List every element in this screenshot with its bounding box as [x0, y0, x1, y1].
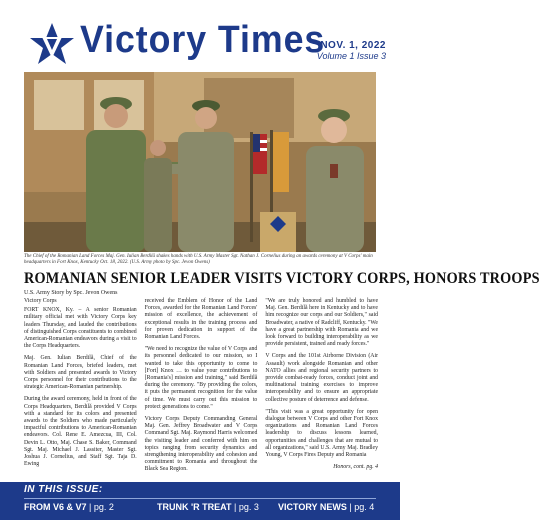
- issue-item-title: VICTORY NEWS: [278, 502, 347, 512]
- issue-item-page: | pg. 2: [89, 502, 114, 512]
- divider: [24, 498, 376, 499]
- paragraph: "This visit was a great opportunity for open dialogue between V Corps and other Fort Knox organizations and Romanian Land Forces leadership to discuss lessons learned, opportunities and challenges that are mutual to all organizations," said U.S. Army Maj. Bradley Young, V Corps Fires Deputy and Romania: [265, 408, 379, 459]
- issue-item-trunk-r-treat[interactable]: [157, 502, 259, 512]
- issue-item-from-v6-v7[interactable]: [24, 502, 114, 512]
- issue-item-victory-news[interactable]: [278, 502, 374, 512]
- article-headline: ROMANIAN SENIOR LEADER VISITS VICTORY CORPS, HONORS TROOPS: [24, 270, 540, 287]
- article-column-2: [145, 298, 258, 476]
- paragraph: During the award ceremony, held in front of the Corps Headquarters, Berdilă provided V Corps with a standard for its colors and presented awards to the Soldiers who made particularly impactful contributions to American-Romanian endeavors. Col. Rene E. Amezcua, III, Col. Devin L. Otto, Maj. Chase S. Baker, Command Sgt. Maj. Michael J. Lassiter, Master Sgt. Joshua J. Cornelius, and Staff Sgt. Taja D. Ewing: [24, 396, 137, 468]
- issue-volume: Volume 1 Issue 3: [316, 51, 386, 61]
- ceremony-photo-illustration: [24, 72, 376, 252]
- issue-item-title: TRUNK 'R TREAT: [157, 502, 232, 512]
- masthead: [0, 0, 400, 70]
- issue-item-title: FROM V6 & V7: [24, 502, 87, 512]
- photo-caption: The Chief of the Romanian Land Forces Maj. Gen. Iulian Berdilă shakes hands with U.S. Army Master Sgt. Nathan J. Cornelius during an awards ceremony at V Corps' main headquarters in Fort Knox, Kentucky Oct. 18, 2022. (U.S. Army photo by Spc. Jevon Owens): [24, 254, 373, 265]
- issue-item-page: | pg. 3: [233, 502, 259, 512]
- paragraph: Victory Corps Deputy Commanding General Maj. Gen. Jeffrey Broadwater and V Corps Command Sgt. Maj. Raymond Harris welcomed the visiting leader and conferred with him on topics ranging from security dynamics and strengthening interoperability and cohesion and commitment to Romania and throughout the Black Sea Region.: [144, 416, 258, 473]
- issue-dateline: [317, 40, 386, 62]
- article-source: Victory Corps: [24, 298, 57, 304]
- paragraph: FORT KNOX, Ky. – A senior Romanian military official met with Victory Corps key leaders Thursday, and lauded the contributions of distinguished Corps constituents to combined American-Romanian endeavors during a visit to the Corps Headquarters.: [24, 307, 137, 350]
- newsletter-title: Victory Times: [80, 19, 326, 61]
- v-corps-star-logo-icon: [28, 22, 76, 70]
- issue-item-page: | pg. 4: [349, 502, 375, 512]
- issue-date: NOV. 1, 2022: [320, 40, 386, 51]
- paragraph: received the Emblem of Honor of the Land Forces, awarded for the Romanian Land Forces' mission of excellence, the achievement of exceptional results in the training process and for proven dedication in support of the Romanian Land Forces.: [144, 298, 258, 341]
- paragraph: Maj. Gen. Iulian Berdilă, Chief of the Romanian Land Forces, briefed leaders, met with Soldiers and presented awards to Victory Corps personnel for their contributions to the strategic American-Romanian partnership.: [24, 355, 137, 391]
- paragraph: "We need to recognize the value of V Corps and its personnel dedicated to our mission, so I wanted to take this opportunity to come to [Fort] Knox … to value your contributions to [Romania's] mission and training," said Berdilă during the ceremony. "By providing the colors, it puts the permanent recognition for the value of time. We must carry out this mission to protect generations to come.": [144, 346, 258, 410]
- award-ceremony-photo: [24, 72, 376, 252]
- continued-link[interactable]: Honors, cont. pg. 4: [333, 464, 379, 471]
- article-byline: U.S. Army Story by Spc. Jevon Owens: [24, 290, 118, 296]
- in-this-issue-label: IN THIS ISSUE:: [24, 484, 103, 495]
- article-body: [24, 298, 378, 476]
- paragraph: "We are truly honored and humbled to have Maj. Gen. Berdilă here in Kentucky and to have him recognize our corps and our Soldiers," said Broadwater, a native of Radcliff, Kentucky. "We have a great partnership with Romania and we look forward to building interoperability as we provide persistent, trained and ready forces.": [265, 298, 379, 348]
- in-this-issue-bar: [0, 482, 400, 520]
- paragraph: V Corps and the 101st Airborne Division (Air Assault) work alongside Romanian and other NATO allies and regional security partners to provide combat-ready forces, conduct joint and multinational training exercises to improve interoperability and to ensure an appropriate collective posture of deterrence and defense.: [265, 353, 379, 403]
- article-column-3: [265, 298, 378, 476]
- article-column-1: [24, 298, 137, 476]
